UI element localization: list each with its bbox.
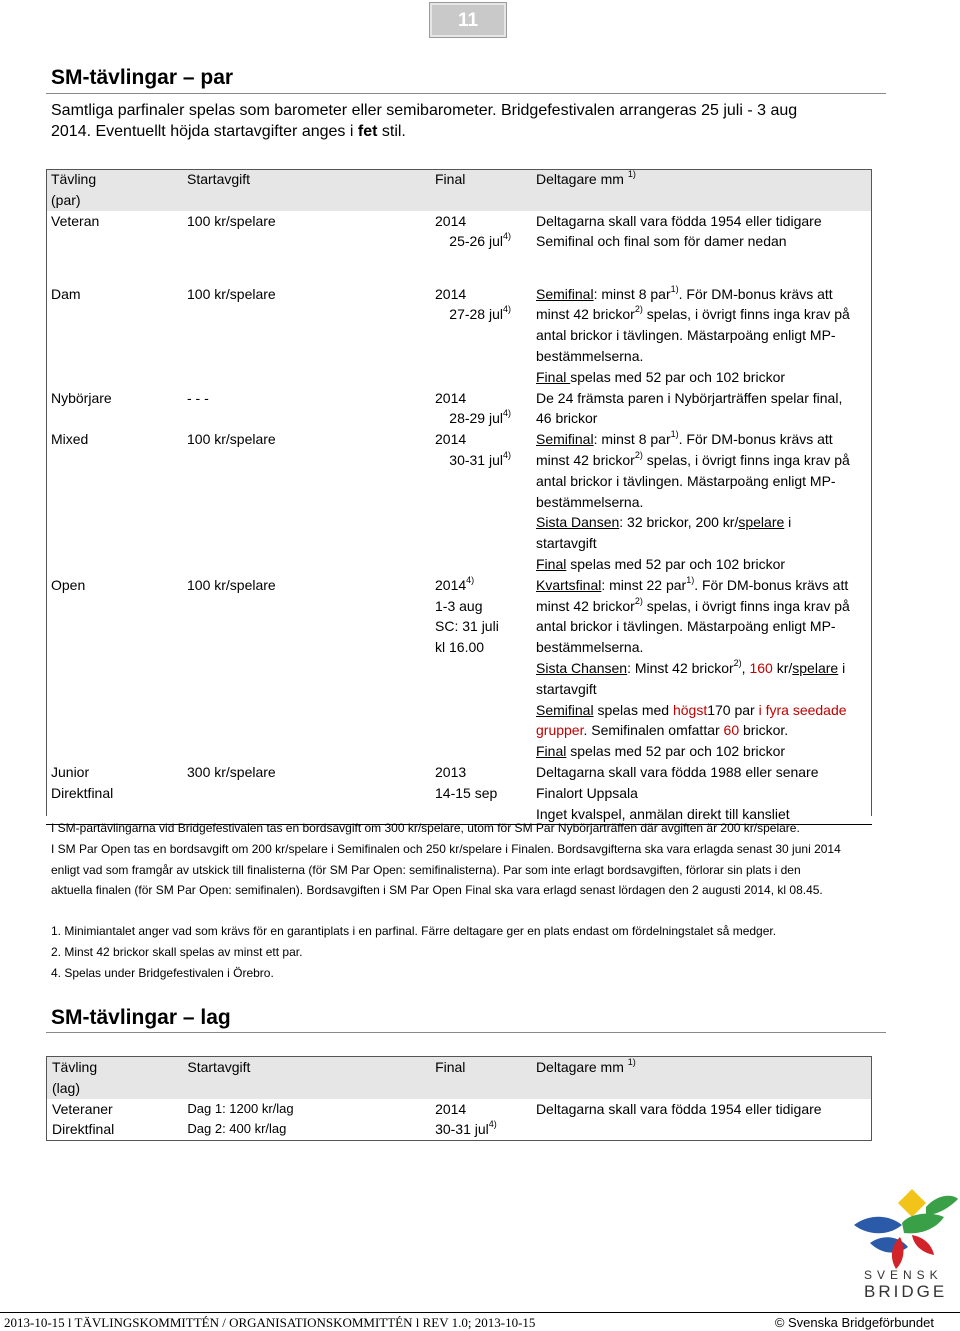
title-rule	[46, 1032, 886, 1033]
logo-line-2: BRIDGE	[864, 1282, 948, 1301]
footnotes: 1. Minimiantalet anger vad som krävs för en garantiplats i en parfinal. Färre deltagare ger en plats endast om fördelningstalet så medger. 2. Minst 42 brickor skall spelas av minst ett par. 4. Spelas under Bridgefestivalen i Örebro.	[51, 924, 777, 980]
footer-left: 2013-10-15 l TÄVLINGSKOMMITTÉN / ORGANISATIONSKOMMITTÉN l REV 1.0; 2013-10-15	[4, 1315, 536, 1330]
table-row: Dam 100 kr/spelare 2014 27-28 jul$^{4)}$ Semifinal: minst 8 par$^{1)}$. För DM-bonus krävs att minst 42 brickor$^{2)}$ spelas, i övrigt finns inga krav på antal brickor i tävlingen. Mästarpoäng enligt MP- bestämmelserna. Final spelas med 52 par och 102 brickor	[51, 283, 850, 385]
table-row: Junior Direktfinal 300 kr/spelare 2013 14-15 sep Deltagarna skall vara födda 1988 eller senare Finalort Uppsala Inget kvalspel, anmälan direkt till kansliet	[46, 762, 872, 825]
table-row: Open 100 kr/spelare 2014$^{4)}$ 1-3 aug SC: 31 juli kl 16.00 Kvartsfinal: minst 22 par$^{1)}$. För DM-bonus krävs att minst 42 brickor$^{2)}$ spelas, i övrigt finns inga krav på antal brickor i tävlingen. Mästarpoäng enligt MP- bestämmelserna. Sista Chansen: Minst 42 brickor$^{2)}$, 160 kr/spelare i startavgift Semifinal spelas med högst170 par i fyra seedade grupper. Semifinalen omfattar 60 brickor. Final spelas med 52 par och 102 brickor	[51, 574, 850, 760]
fee-notes: I SM-partävlingarna vid Bridgefestivalen tas en bordsavgift om 300 kr/spelare, utom för SM Par Nybörjarträffen där avgiften är 200 kr/spelare. I SM Par Open tas en bordsavgift om 200 kr/spelare i Semifinalen och 250 kr/spelare i Finalen. Bordsavgifterna ska vara erlagda senast 30 juni 2014 enligt vad som framgår av utskick till finalisterna (för SM Par Open: semifinalisterna). Par som inte erlagt bordsavgiften, förlorar sin plats i den aktuella finalen (för SM Par Open: semifinalen). Bordsavgiften i SM Par Open Final ska vara erlagd senast lördagen den 2 augusti 2014, kl 08.45.	[51, 821, 841, 898]
footer-right: © Svenska Bridgeförbundet	[774, 1315, 934, 1330]
page-number-badge: 11	[430, 3, 506, 37]
table-row: Nybörjare - - - 2014 28-29 jul$^{4)}$ De 24 främsta paren i Nybörjarträffen spelar final, 46 brickor	[51, 389, 843, 427]
section-title-par: SM-tävlingar – par	[51, 66, 234, 89]
table-row: Mixed 100 kr/spelare 2014 30-31 jul$^{4)}$ Semifinal: minst 8 par$^{1)}$. För DM-bonus krävs att minst 42 brickor$^{2)}$ spelas, i övrigt finns inga krav på antal brickor i tävlingen. Mästarpoäng enligt MP- bestämmelserna. Sista Dansen: 32 brickor, 200 kr/spelare i startavgift Final spelas med 52 par och 102 brickor	[51, 429, 850, 572]
table-row: Veteraner Direktfinal Dag 1: 1200 kr/lag Dag 2: 400 kr/lag 2014 30-31 jul$^{4)}$ Deltagarna skall vara födda 1954 eller tidigare	[52, 1100, 822, 1138]
intro-text	[51, 100, 881, 142]
intro-line-2: 2014. Eventuellt höjda startavgifter anges i fet stil.	[51, 123, 406, 140]
section-title-lag: SM-tävlingar – lag	[51, 1006, 231, 1029]
logo-line-1: SVENSK	[864, 1268, 943, 1282]
table-header: Tävling (lag) Startavgift Final Deltagare mm $^{1)}$	[47, 1057, 872, 1099]
table-lag	[46, 1056, 872, 1141]
table-header: Tävling (par) Startavgift Final Deltagare mm $^{1)}$	[46, 169, 872, 211]
page-footer	[0, 1312, 960, 1331]
table-par	[46, 169, 872, 825]
title-rule	[46, 93, 886, 94]
table-row: Veteran 100 kr/spelare 2014 25-26 jul$^{4)}$ Deltagarna skall vara födda 1954 eller tidigare Semifinal och final som för damer nedan	[51, 212, 822, 250]
intro-line-1: Samtliga parfinaler spelas som barometer eller semibarometer. Bridgefestivalen arrangeras 25 juli - 3 aug	[51, 102, 798, 119]
